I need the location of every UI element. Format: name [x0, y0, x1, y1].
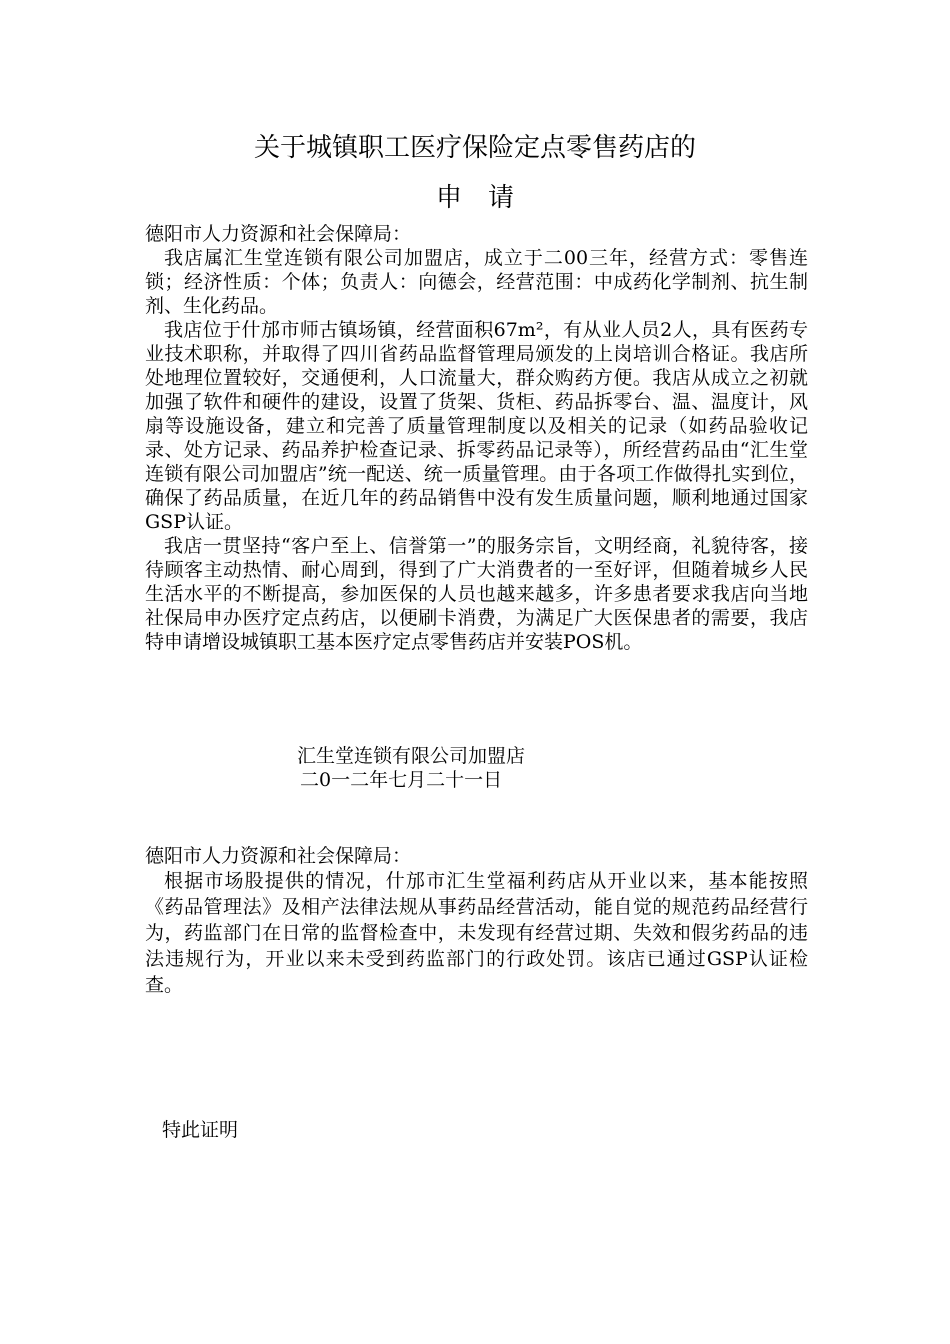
letter2-paragraph: 根据市场股提供的情况，什邡市汇生堂福利药店从开业以来，基本能按照《药品管理法》及相产法律法规从事药品经营活动，能自觉的规范药品经营行为，药监部门在日常的监督检查中，未发现有经营过期、失效和假劣药品的违法违规行为，开业以来未受到药监部门的行政处罚。该店已通过GSP认证检查。 [145, 870, 808, 996]
letter1-salutation: 德阳市人力资源和社会保障局： [145, 223, 412, 245]
letter2-body [145, 868, 808, 998]
letter1-paragraph-3: 我店一贯坚持“客户至上、信誉第一”的服务宗旨，文明经商，礼貌待客，接待顾客主动热情、耐心周到，得到了广大消费者的一至好评，但随着城乡人民生活水平的不断提高，参加医保的人员也越来越多，许多患者要求我店向当地社保局申办医疗定点药店，以便刷卡消费，为满足广大医保患者的需要，我店特申请增设城镇职工基本医疗定点零售药店并安装POS机。 [145, 535, 808, 653]
document-subtitle: 申请 [435, 183, 540, 213]
signature-date: 二0一二年七月二十一日 [300, 769, 503, 791]
letter1-paragraph-1: 我店属汇生堂连锁有限公司加盟店，成立于二00三年，经营方式：零售连锁；经济性质：个体；负责人：向德会，经营范围：中成药化学制剂、抗生制剂、生化药品。 [145, 247, 808, 317]
letter1-paragraph-2: 我店位于什邡市师古镇场镇，经营面积67m²，有从业人员2人，具有医药专业技术职称，并取得了四川省药品监督管理局颁发的上岗培训合格证。我店所处地理位置较好，交通便利，人口流量大，群众购药方便。我店从成立之初就加强了软件和硬件的建设，设置了货架、货柜、药品拆零台、温、温度计，风扇等设施设备，建立和完善了质量管理制度以及相关的记录（如药品验收记录、处方记录、药品养护检查记录、拆零药品记录等），所经营药品由“汇生堂连锁有限公司加盟店”统一配送、统一质量管理。由于各项工作做得扎实到位，确保了药品质量，在近几年的药品销售中没有发生质量问题，顺利地通过国家GSP认证。 [145, 319, 808, 533]
letter2-salutation: 德阳市人力资源和社会保障局： [145, 845, 412, 867]
document-title: 关于城镇职工医疗保险定点零售药店的 [253, 133, 696, 163]
letter1-body [145, 246, 808, 654]
signature-organization: 汇生堂连锁有限公司加盟店 [297, 745, 526, 767]
closing-statement: 特此证明 [162, 1119, 239, 1141]
